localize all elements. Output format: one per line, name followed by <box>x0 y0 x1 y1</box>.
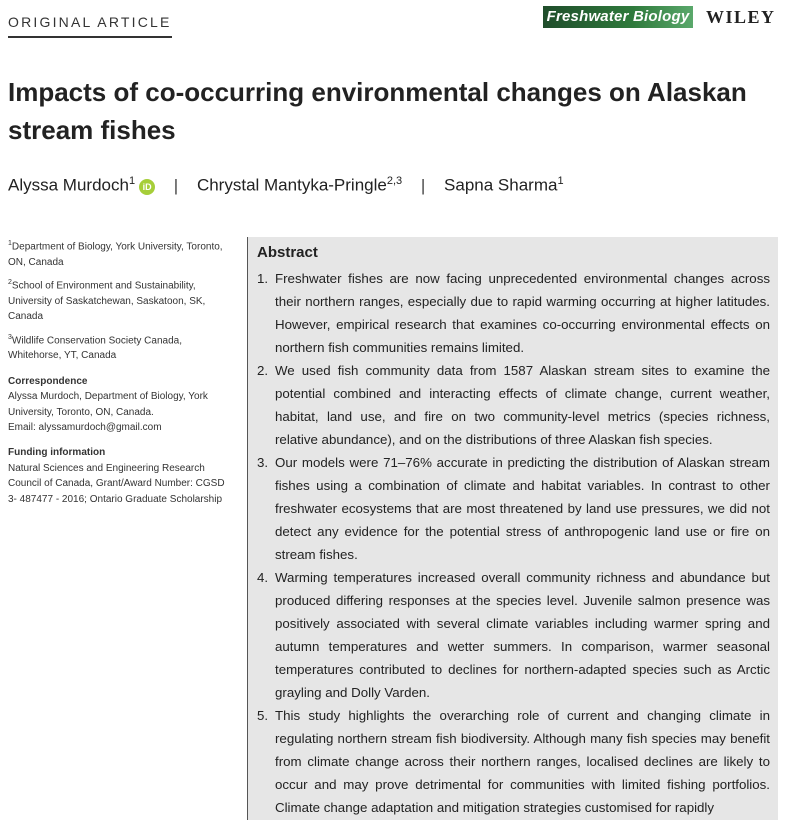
author-name[interactable]: Sapna Sharma <box>444 175 558 195</box>
article-info-sidebar <box>8 236 230 512</box>
abstract-heading: Abstract <box>257 244 318 261</box>
abstract-item: 2. We used fish community data from 1587 Alaskan stream sites to examine the potential combined and interacting effects of climate change, current weather, habitat, land use, and fire on two community-level metrics (species richness, relative abundance), and on the distributions of three Alaskan fish species. <box>257 363 770 447</box>
abstract-list <box>257 267 770 819</box>
correspondence-email[interactable]: Email: alyssamurdoch@gmail.com <box>8 422 162 434</box>
abstract-item: 4. Warming temperatures increased overall community richness and abundance but produced differing responses at the species level. Juvenile salmon presence was positively associated with several climate variables including warmer spring and autumn temperatures and wetter summers. In comparison, warmer seasonal temperatures contributed to declines for northern-adapted species such as Arctic grayling and Dolly Varden. <box>257 570 770 700</box>
author-affiliation-marker: 2,3 <box>386 175 403 187</box>
author-name[interactable]: Chrystal Mantyka-Pringle <box>196 175 387 195</box>
affiliation: $^1$Department of Biology, York University, Toronto, ON, Canada <box>8 240 223 268</box>
funding-heading: Funding information <box>8 447 106 459</box>
funding-text: Natural Sciences and Engineering Research Council of Canada, Grant/Award Number: CGSD 3- 487477 - 2016; Ontario Graduate Scholarship <box>8 462 225 505</box>
author-affiliation-marker: 1 <box>128 175 136 187</box>
correspondence-heading: Correspondence <box>8 375 88 387</box>
correspondence-text: Alyssa Murdoch, Department of Biology, York University, Toronto, ON, Canada. <box>8 391 208 418</box>
abstract-item: 3. Our models were 71–76% accurate in predicting the distribution of Alaskan stream fishes using a combination of climate and habitat variables. In contrast to other freshwater ecosystems that are most threatened by land use pressures, we did not detect any evidence for the potential stress of anthropogenic land use or fire on stream fishes. <box>257 455 770 562</box>
affiliation: $^2$School of Environment and Sustainability, University of Saskatchewan, Saskatoon, SK, Canada <box>8 279 206 323</box>
article-title: Impacts of co-occurring environmental changes on Alaskan stream fishes <box>8 77 747 145</box>
author-list <box>8 175 788 196</box>
author-separator: | <box>420 175 426 195</box>
abstract-item: 1. Freshwater fishes are now facing unprecedented environmental changes across their northern ranges, especially due to rapid warming occurring at higher latitudes. However, empirical research that examines co-occurring environmental effects on northern fish communities remains limited. <box>257 271 770 355</box>
author-affiliation-marker: 1 <box>557 175 564 187</box>
publisher-logo[interactable]: WILEY <box>706 7 776 27</box>
journal-logo[interactable]: Freshwater Biology <box>543 6 693 28</box>
article-type-label: ORIGINAL ARTICLE <box>8 14 172 38</box>
abstract-item: 5. This study highlights the overarching role of current and changing climate in regulating northern stream fish biodiversity. Although many fish species may benefit from climate change across their northern ranges, localised declines are likely to occur and may prove detrimental for communities with limited fishing portfolios. Climate change adaptation and mitigation strategies customised for rapidly <box>257 708 770 815</box>
orcid-icon[interactable]: iD <box>139 179 155 195</box>
author-name[interactable]: Alyssa Murdoch <box>8 175 129 195</box>
abstract-box <box>247 237 778 820</box>
affiliation: $^3$Wildlife Conservation Society Canada, Whitehorse, YT, Canada <box>8 333 182 362</box>
author-separator: | <box>173 175 179 195</box>
